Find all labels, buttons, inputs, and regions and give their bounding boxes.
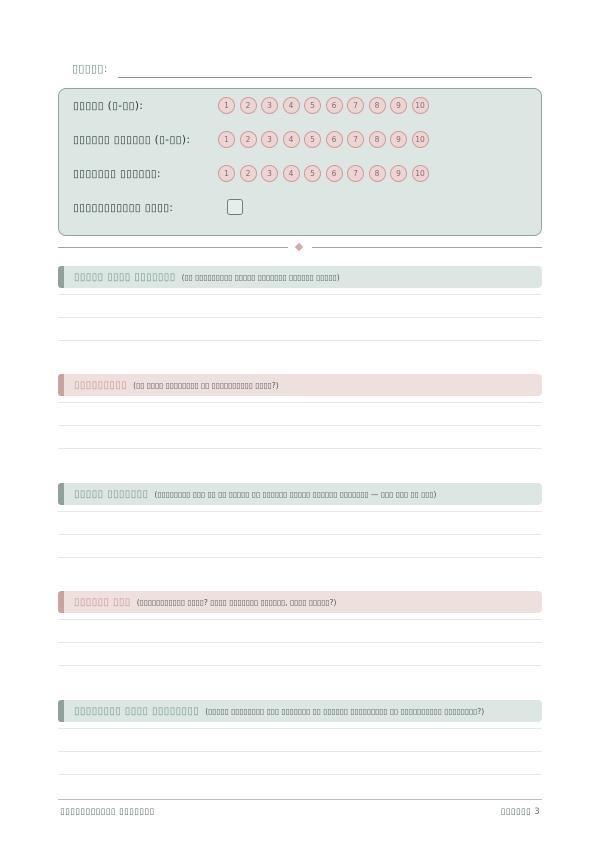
writing-line[interactable] — [58, 402, 542, 403]
rating-option[interactable]: 2 — [240, 165, 257, 182]
footer-title: ▯▯▯▯▯▯▯▯▯▯▯ ▯▯▯▯▯▯▯ — [60, 807, 155, 817]
section-hint: (▯▯ ▯▯▯▯ ▯▯▯▯▯▯▯▯ ▯▯ ▯▯▯▯▯▯▯▯▯▯ ▯▯▯▯?) — [133, 380, 279, 390]
rating-label-1: ▯▯▯▯▯ (▯-▯▯): — [73, 100, 144, 112]
date-label: ▯▯▯▯▯: — [72, 62, 108, 75]
writing-line[interactable] — [58, 534, 542, 535]
writing-line[interactable] — [58, 751, 542, 752]
rating-option[interactable]: 10 — [412, 165, 429, 182]
rating-option[interactable]: 7 — [347, 131, 364, 148]
writing-line[interactable] — [58, 317, 542, 318]
writing-line[interactable] — [58, 642, 542, 643]
rating-option[interactable]: 8 — [369, 97, 386, 114]
journal-section-5 — [58, 700, 542, 722]
rating-option[interactable]: 1 — [218, 97, 235, 114]
writing-line[interactable] — [58, 665, 542, 666]
date-row — [72, 62, 532, 80]
section-title: ▯▯▯▯▯▯ ▯▯▯ — [74, 596, 131, 608]
rating-option[interactable]: 9 — [390, 165, 407, 182]
rating-option[interactable]: 3 — [261, 97, 278, 114]
section-title: ▯▯▯▯▯▯▯▯▯ — [74, 379, 128, 391]
rating-option[interactable]: 5 — [304, 131, 321, 148]
rating-row-1 — [73, 97, 533, 117]
rating-option[interactable]: 5 — [304, 97, 321, 114]
rating-option[interactable]: 3 — [261, 131, 278, 148]
rating-scale-1 — [218, 97, 429, 114]
writing-line[interactable] — [58, 774, 542, 775]
section-hint: (▯▯▯▯▯▯▯▯▯▯▯ ▯▯▯▯? ▯▯▯▯ ▯▯▯▯▯▯▯ ▯▯▯▯▯▯, ▯▯▯▯ ▯▯▯▯▯?) — [136, 597, 337, 607]
rating-scale-3 — [218, 165, 429, 182]
rating-option[interactable]: 9 — [390, 97, 407, 114]
section-accent-bar — [58, 266, 64, 288]
rating-option[interactable]: 4 — [283, 131, 300, 148]
checkbox-row — [73, 199, 533, 219]
ornamental-divider — [58, 243, 542, 253]
rating-option[interactable]: 7 — [347, 97, 364, 114]
section-accent-bar — [58, 700, 64, 722]
rating-option[interactable]: 10 — [412, 97, 429, 114]
journal-section-2 — [58, 374, 542, 396]
rating-option[interactable]: 9 — [390, 131, 407, 148]
journal-section-4 — [58, 591, 542, 613]
writing-line[interactable] — [58, 728, 542, 729]
section-title: ▯▯▯▯▯ ▯▯▯▯▯▯▯ — [74, 488, 149, 500]
writing-line[interactable] — [58, 294, 542, 295]
divider-line-left — [58, 247, 288, 248]
rating-scale-2 — [218, 131, 429, 148]
date-input-line[interactable] — [118, 77, 532, 78]
writing-line[interactable] — [58, 511, 542, 512]
section-accent-bar — [58, 374, 64, 396]
rating-option[interactable]: 2 — [240, 97, 257, 114]
rating-option[interactable]: 1 — [218, 131, 235, 148]
section-hint: (▯▯▯▯▯▯▯▯ ▯▯▯ ▯▯ ▯▯ ▯▯▯▯▯ ▯▯ ▯▯▯▯▯▯ ▯▯▯▯▯ ▯▯▯▯▯▯ ▯▯▯▯▯▯▯ — ▯▯▯ ▯▯▯ ▯▯ ▯▯▯) — [154, 489, 437, 499]
rating-row-3 — [73, 165, 533, 185]
section-title: ▯▯▯▯▯ ▯▯▯▯ ▯▯▯▯▯▯▯ — [74, 271, 176, 283]
section-header — [58, 591, 542, 613]
section-header — [58, 700, 542, 722]
rating-option[interactable]: 6 — [326, 97, 343, 114]
rating-label-2: ▯▯▯▯▯▯ ▯▯▯▯▯▯ (▯-▯▯): — [73, 134, 191, 146]
section-hint: (▯▯ ▯▯▯▯▯▯▯▯▯ ▯▯▯▯▯ ▯▯▯▯▯▯▯ ▯▯▯▯▯▯ ▯▯▯▯▯) — [181, 272, 340, 282]
section-header — [58, 483, 542, 505]
rating-panel — [58, 88, 542, 236]
diamond-ornament-icon — [295, 243, 303, 251]
section-accent-bar — [58, 483, 64, 505]
section-header — [58, 374, 542, 396]
rating-option[interactable]: 3 — [261, 165, 278, 182]
divider-line-right — [312, 247, 542, 248]
section-hint: (▯▯▯▯▯ ▯▯▯▯▯▯▯▯ ▯▯▯ ▯▯▯▯▯▯▯ ▯▯ ▯▯▯▯▯▯ ▯▯▯▯▯▯▯▯▯ ▯▯ ▯▯▯▯▯▯▯▯▯▯ ▯▯▯▯▯▯▯▯?) — [205, 706, 485, 716]
rating-option[interactable]: 2 — [240, 131, 257, 148]
journal-section-1 — [58, 266, 542, 288]
section-accent-bar — [58, 591, 64, 613]
checkbox[interactable] — [227, 199, 243, 215]
journal-section-3 — [58, 483, 542, 505]
rating-option[interactable]: 5 — [304, 165, 321, 182]
rating-option[interactable]: 6 — [326, 165, 343, 182]
rating-option[interactable]: 8 — [369, 131, 386, 148]
rating-option[interactable]: 4 — [283, 97, 300, 114]
rating-option[interactable]: 1 — [218, 165, 235, 182]
rating-option[interactable]: 4 — [283, 165, 300, 182]
rating-label-3: ▯▯▯▯▯▯▯ ▯▯▯▯▯▯: — [73, 168, 161, 180]
rating-row-2 — [73, 131, 533, 151]
writing-line[interactable] — [58, 619, 542, 620]
writing-line[interactable] — [58, 340, 542, 341]
writing-line[interactable] — [58, 557, 542, 558]
checkbox-label: ▯▯▯▯▯▯▯▯▯▯▯ ▯▯▯▯: — [73, 202, 174, 214]
writing-line[interactable] — [58, 448, 542, 449]
page-number: ▯▯▯▯▯▯ 3 — [500, 807, 540, 817]
section-header — [58, 266, 542, 288]
rating-option[interactable]: 10 — [412, 131, 429, 148]
footer-divider — [58, 799, 542, 800]
section-title: ▯▯▯▯▯▯▯▯ ▯▯▯▯ ▯▯▯▯▯▯▯▯ — [74, 705, 200, 717]
rating-option[interactable]: 7 — [347, 165, 364, 182]
rating-option[interactable]: 6 — [326, 131, 343, 148]
rating-option[interactable]: 8 — [369, 165, 386, 182]
writing-line[interactable] — [58, 425, 542, 426]
